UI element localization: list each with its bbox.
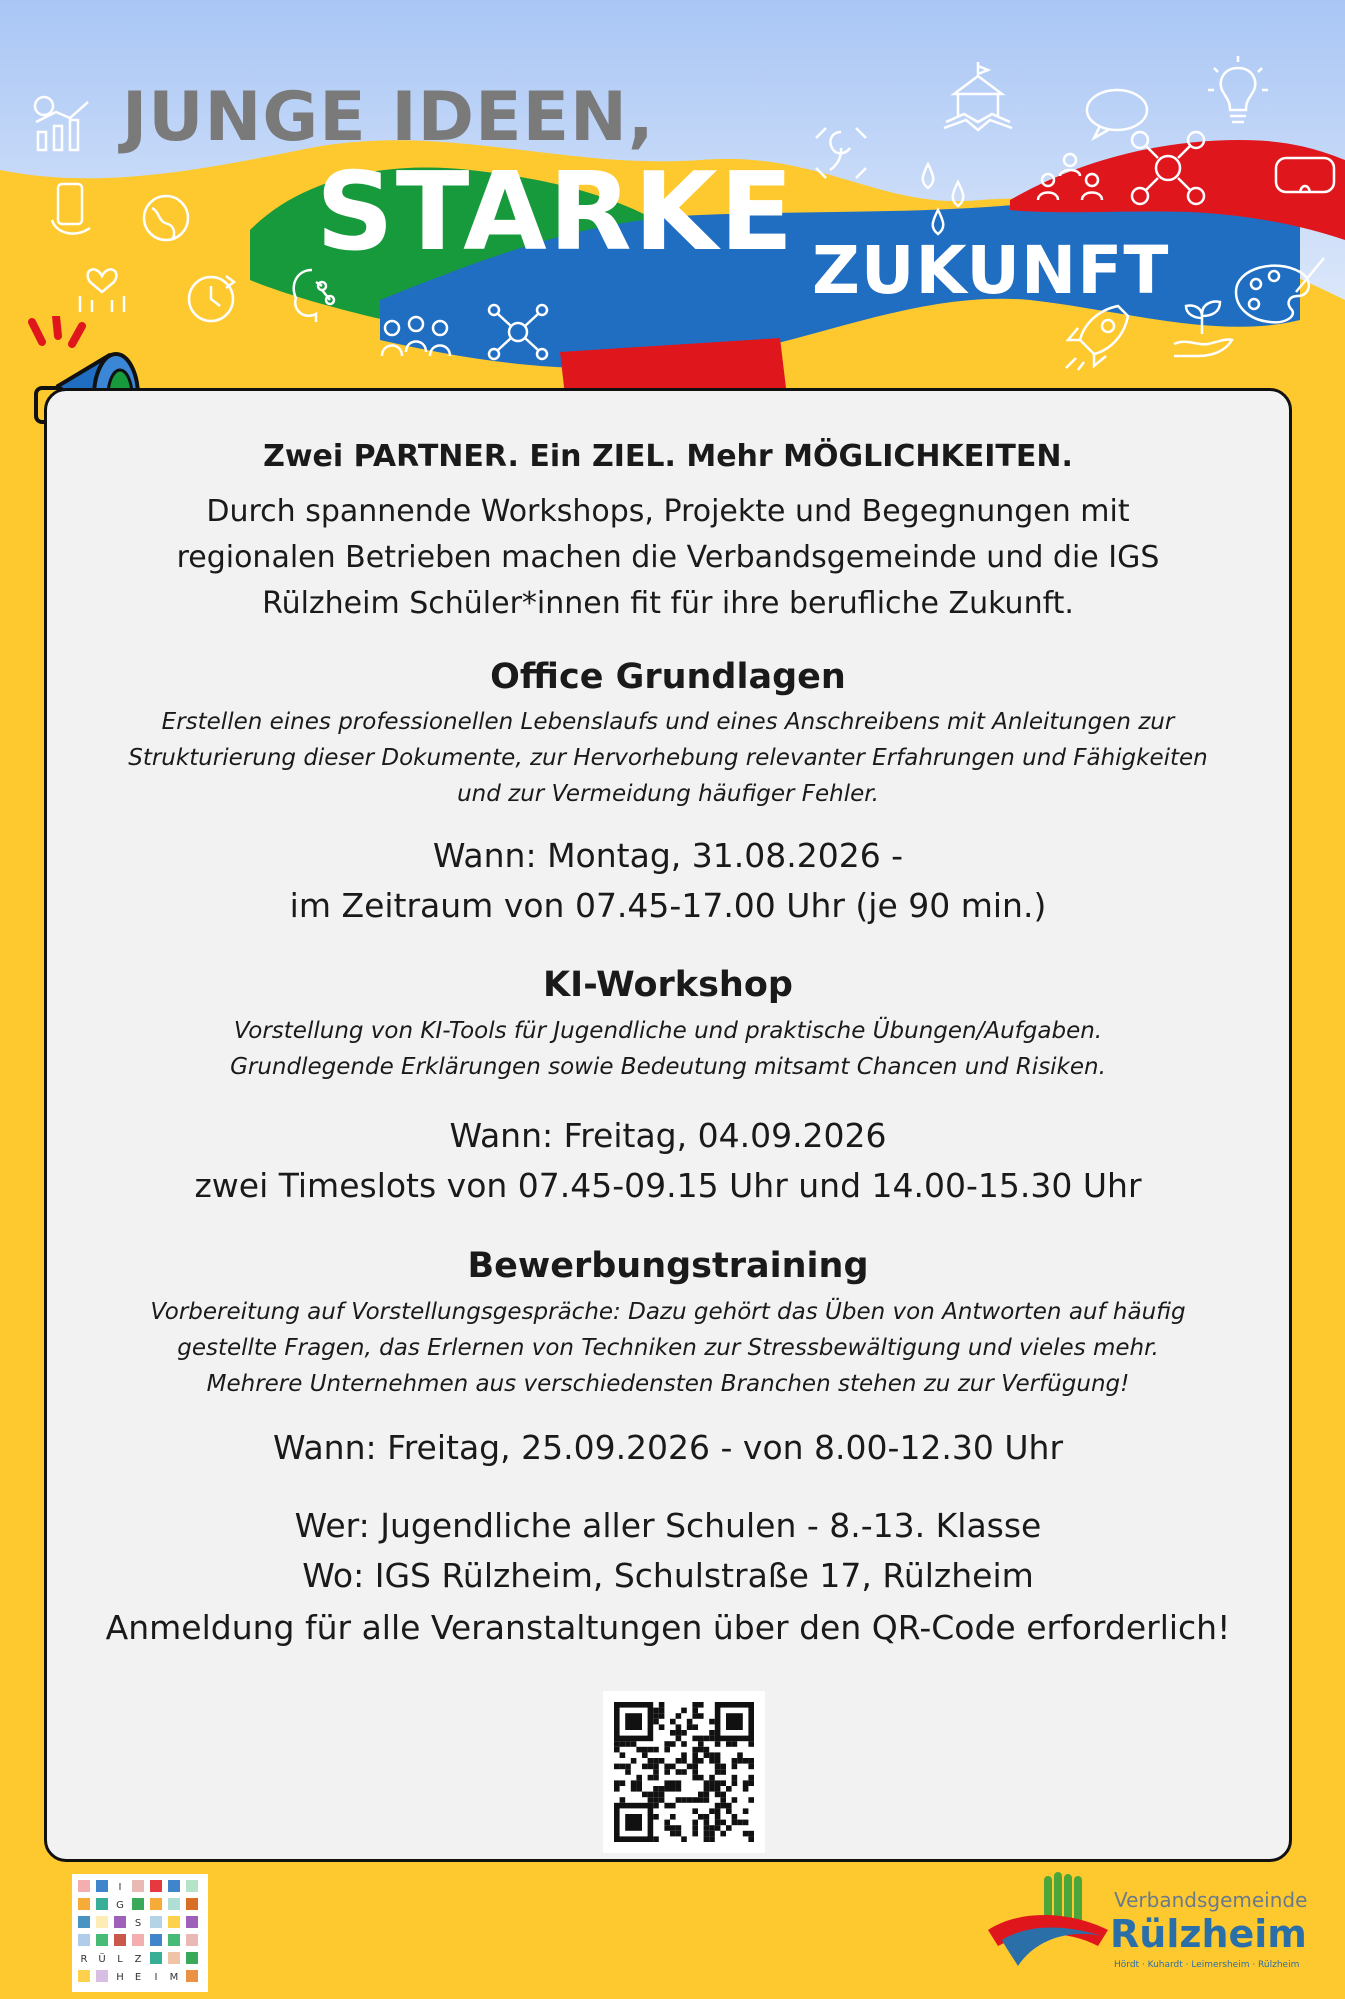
vg-line2: Rülzheim [1110, 1912, 1307, 1956]
chart-icon [30, 92, 94, 156]
igs-logo-letter: H [116, 1972, 124, 1983]
network-icon [484, 298, 552, 366]
section-title-bewerbung: Bewerbungstraining [467, 1246, 869, 1286]
igs-logo-letter: E [134, 1972, 142, 1983]
desc-line: und zur Vermeidung häufiger Fehler. [457, 781, 879, 807]
water-icon [908, 160, 988, 240]
igs-logo-letter: G [116, 1900, 124, 1911]
when-line: zwei Timeslots von 07.45-09.15 Uhr und 14.00-15.30 Uhr [194, 1166, 1142, 1205]
igs-logo-letter: I [118, 1882, 122, 1893]
section-desc-ki [67, 1013, 1269, 1085]
intro-line: Durch spannende Workshops, Projekte und Begegnungen mit [206, 494, 1130, 529]
recycle-icon [796, 108, 886, 198]
igs-logo-letter: S [134, 1918, 142, 1929]
people-icon [1032, 150, 1108, 216]
igs-logo-letter: M [169, 1972, 179, 1983]
intro-text [67, 489, 1269, 627]
when-line: Wann: Freitag, 25.09.2026 - von 8.00-12.30 Uhr [272, 1428, 1064, 1467]
who-text: Wer: Jugendliche aller Schulen - 8.-13. Klasse [294, 1506, 1042, 1545]
section-when-bewerbung [67, 1423, 1269, 1473]
when-line: Wann: Freitag, 04.09.2026 [449, 1116, 887, 1155]
igs-logo-letter: Ü [98, 1954, 106, 1965]
igs-logo-letter: Z [134, 1954, 142, 1965]
team-icon [378, 312, 454, 362]
igs-logo-letter: L [117, 1954, 123, 1965]
vr-icon [1270, 150, 1340, 200]
igs-logo-letter: R [80, 1954, 88, 1965]
headline-line3: ZUKUNFT [812, 232, 1170, 309]
vg-line3: Hördt · Kuhardt · Leimersheim · Rülzheim [1114, 1960, 1300, 1970]
info-card [44, 388, 1292, 1862]
intro-title: Zwei PARTNER. Ein ZIEL. Mehr MÖGLICHKEITEN. [263, 439, 1073, 474]
section-title-office: Office Grundlagen [490, 657, 846, 697]
desc-line: Vorstellung von KI-Tools für Jugendliche und praktische Übungen/Aufgaben. [233, 1018, 1103, 1044]
when-line: Wann: Montag, 31.08.2026 - [432, 836, 904, 875]
palette-icon [1226, 252, 1330, 330]
vg-ruelzheim-logo [978, 1870, 1318, 1996]
desc-line: Mehrere Unternehmen aus verschiedensten Branchen stehen zu zur Verfügung! [206, 1371, 1130, 1397]
igs-logo-letter: I [154, 1972, 158, 1983]
vg-line1: Verbandsgemeinde [1114, 1888, 1308, 1912]
who-where [67, 1501, 1269, 1601]
heart-hands-icon [70, 252, 134, 316]
desc-line: Strukturierung dieser Dokumente, zur Hervorhebung relevanter Erfahrungen und Fähigkeiten [128, 745, 1208, 771]
globe-icon [138, 190, 194, 246]
headline-line1: JUNGE IDEEN, [122, 78, 655, 157]
section-when-ki [67, 1111, 1269, 1211]
building-icon [936, 58, 1020, 142]
phone-icon [46, 180, 100, 240]
where-text: Wo: IGS Rülzheim, Schulstraße 17, Rülzheim [302, 1556, 1034, 1595]
section-title-ki: KI-Workshop [543, 965, 793, 1005]
desc-line: gestellte Fragen, das Erlernen von Techniken zur Stressbewältigung und vieles mehr. [177, 1335, 1159, 1361]
headline-line2: STARKE [316, 150, 796, 275]
clock-icon [180, 268, 242, 330]
desc-line: Erstellen eines professionellen Lebenslaufs und eines Anschreibens mit Anleitungen zur [161, 709, 1175, 735]
desc-line: Grundlegende Erklärungen sowie Bedeutung mitsamt Chancen und Risiken. [230, 1054, 1106, 1080]
network-people-icon [1126, 126, 1210, 210]
lightbulb-icon [1206, 54, 1270, 134]
intro-line: Rülzheim Schüler*innen fit für ihre berufliche Zukunft. [262, 586, 1074, 621]
section-desc-bewerbung [67, 1294, 1269, 1402]
desc-line: Vorbereitung auf Vorstellungsgespräche: Dazu gehört das Üben von Antworten auf häufig [150, 1299, 1186, 1325]
registration-text: Anmeldung für alle Veranstaltungen über den QR-Code erforderlich! [105, 1608, 1231, 1647]
section-when-office [67, 831, 1269, 931]
igs-logo [72, 1874, 208, 1992]
section-desc-office [67, 704, 1269, 812]
intro-line: regionalen Betrieben machen die Verbandsgemeinde und die IGS [176, 540, 1160, 575]
qr-code[interactable] [603, 1691, 765, 1853]
when-line: im Zeitraum von 07.45-17.00 Uhr (je 90 min.) [289, 886, 1047, 925]
